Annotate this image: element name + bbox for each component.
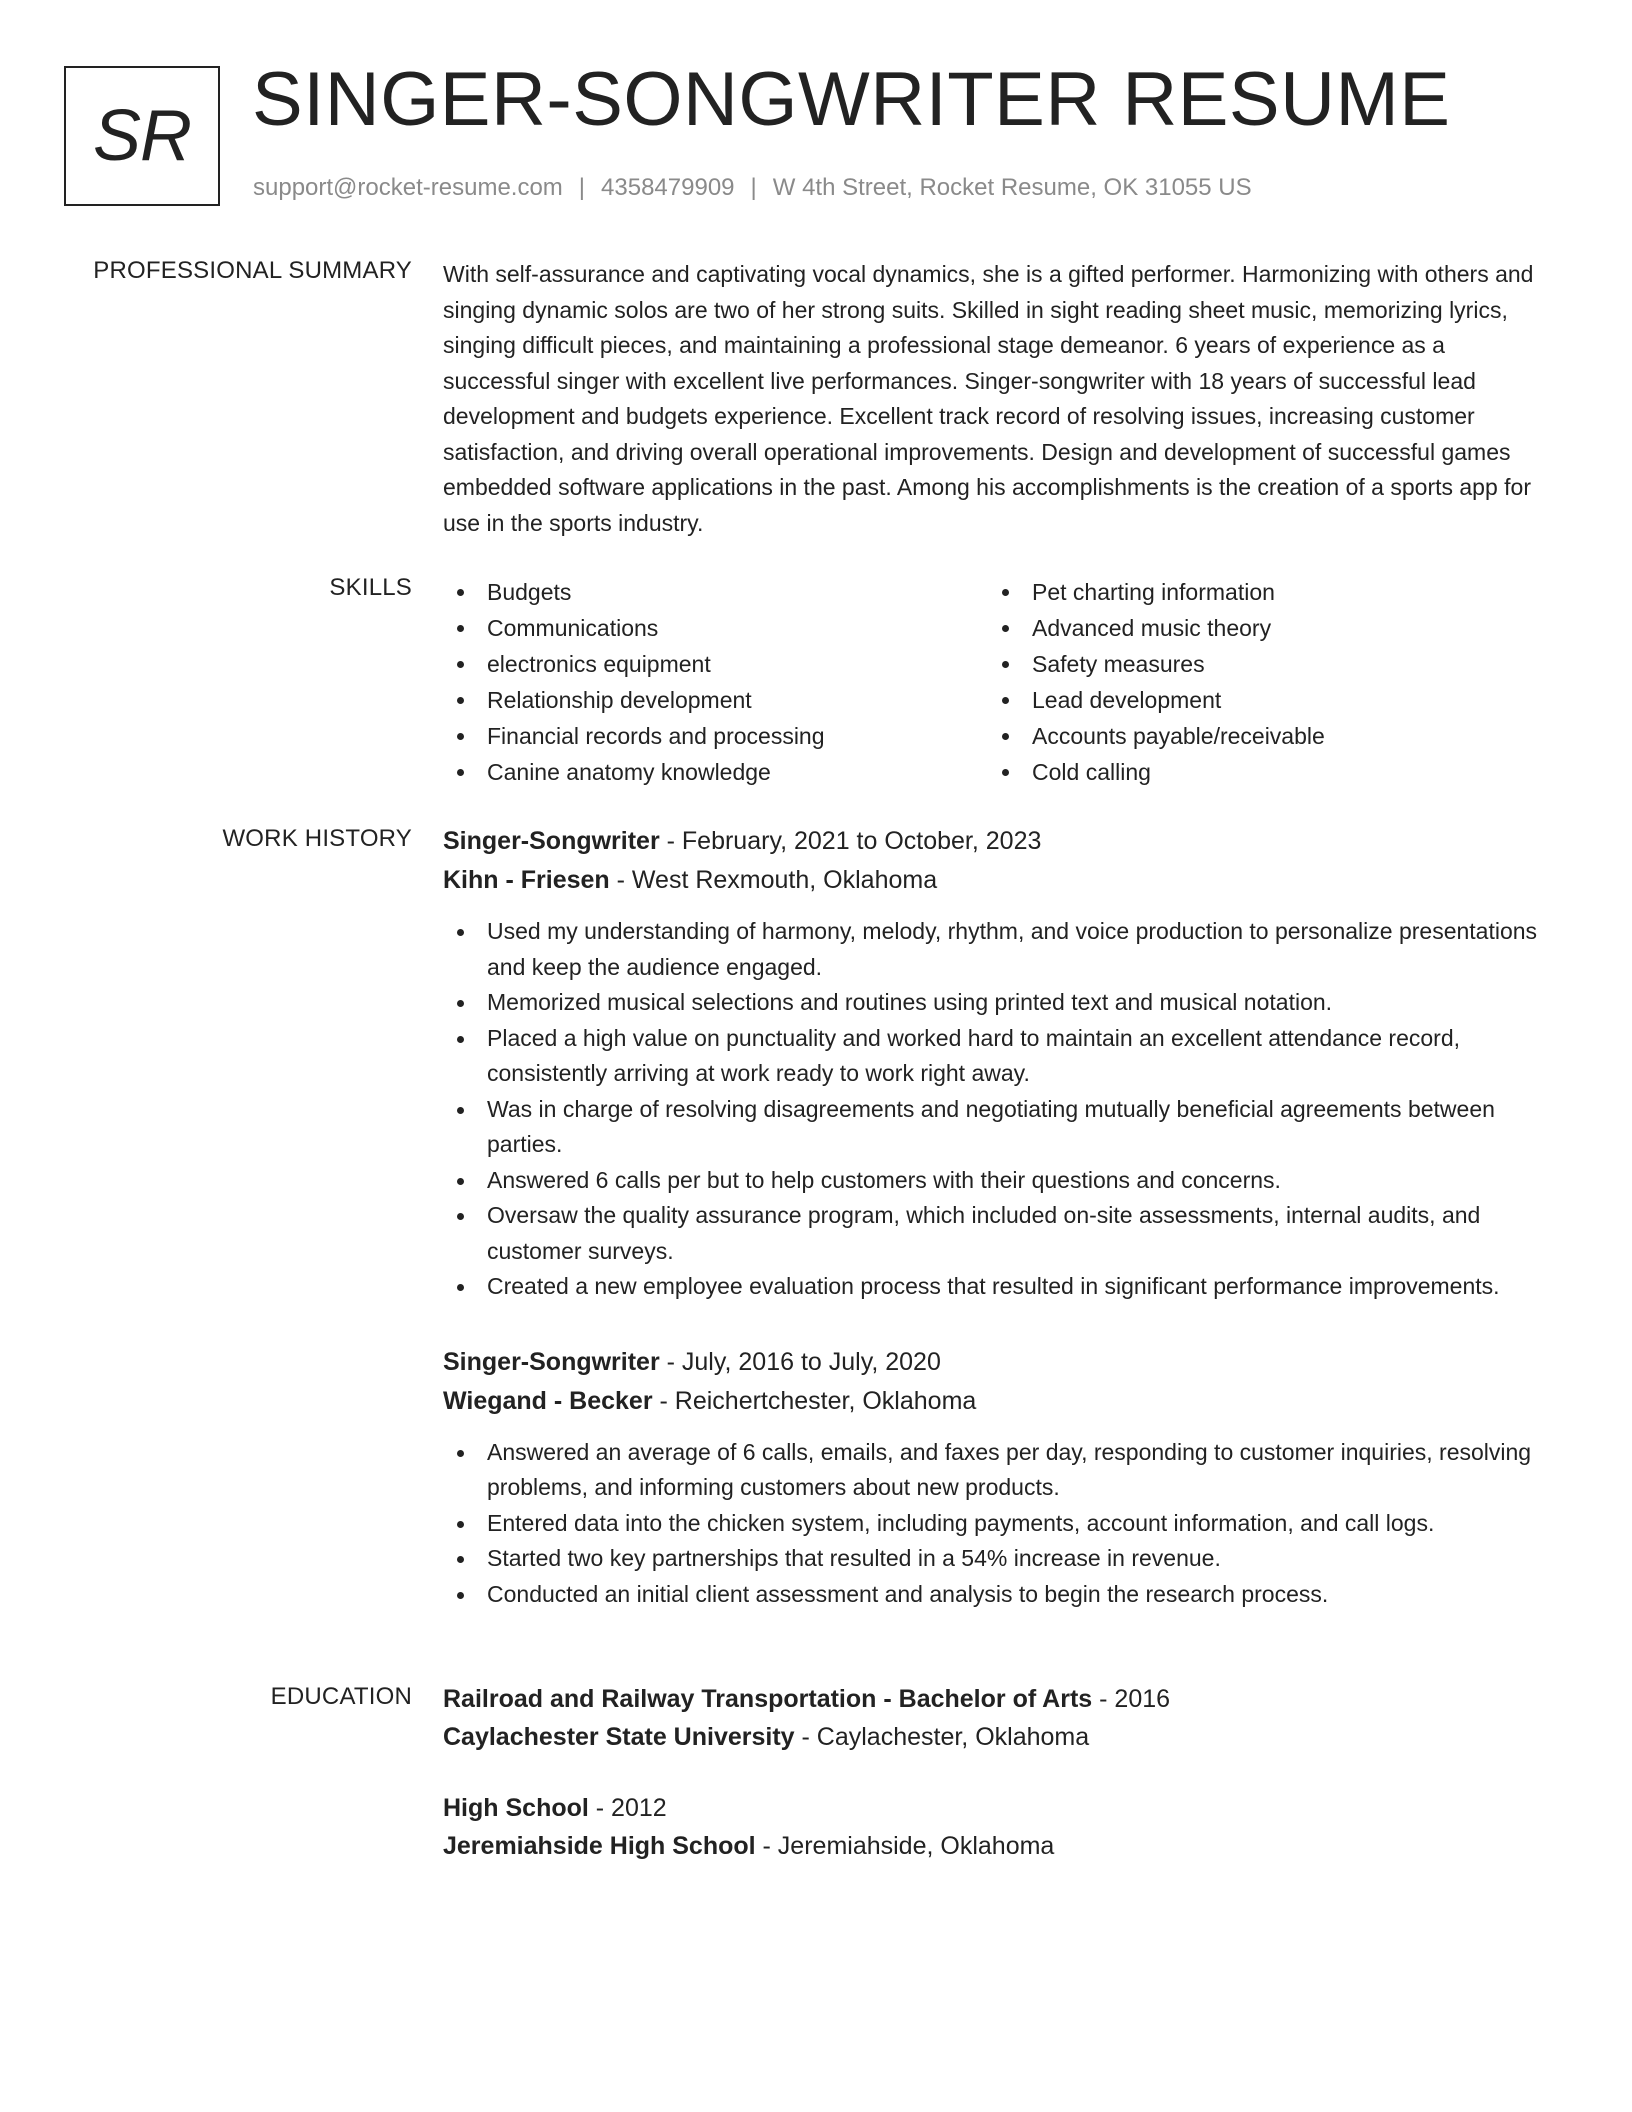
job-bullets (443, 1435, 1558, 1613)
education-degree: High School (443, 1794, 589, 1822)
education-school-line (443, 1827, 1558, 1865)
skill-item: Budgets (443, 574, 988, 610)
job-entry (443, 822, 1558, 1305)
job-bullet: Memorized musical selections and routines using printed text and musical notation. (443, 985, 1558, 1021)
contact-address: W 4th Street, Rocket Resume, OK 31055 US (772, 174, 1252, 201)
job-bullet: Created a new employee evaluation process that resulted in significant performance improvements. (443, 1269, 1558, 1305)
skills-heading: SKILLS (329, 574, 412, 601)
job-company-line (443, 1382, 1558, 1421)
job-company: Kihn - Friesen (443, 866, 610, 894)
skill-item: Pet charting information (988, 574, 1533, 610)
job-bullets (443, 914, 1558, 1305)
skills-grid (443, 574, 1558, 790)
job-title: Singer-Songwriter (443, 827, 660, 855)
skill-item: Communications (443, 610, 988, 646)
education-body (443, 1680, 1558, 1865)
education-heading: EDUCATION (270, 1683, 412, 1710)
job-bullet: Entered data into the chicken system, including payments, account information, and call logs. (443, 1506, 1558, 1542)
skill-item: Relationship development (443, 682, 988, 718)
education-year: - 2012 (588, 1794, 667, 1822)
job-entry (443, 1343, 1558, 1613)
contact-separator: | (578, 174, 586, 201)
job-bullet: Was in charge of resolving disagreements and negotiating mutually beneficial agreements between parties. (443, 1092, 1558, 1163)
skills-list-left (443, 574, 988, 790)
skill-item: Financial records and processing (443, 718, 988, 754)
education-school: Jeremiahside High School (443, 1832, 756, 1860)
skill-item: Accounts payable/receivable (988, 718, 1533, 754)
job-company: Wiegand - Becker (443, 1386, 653, 1415)
job-company-line (443, 861, 1558, 900)
skills-list-right (988, 574, 1533, 790)
job-dates: - February, 2021 to October, 2023 (659, 827, 1042, 855)
contact-separator: | (750, 174, 757, 201)
job-title-line (443, 822, 1558, 861)
job-bullet: Started two key partnerships that resulted in a 54% increase in revenue. (443, 1541, 1558, 1577)
job-location: - Reichertchester, Oklahoma (652, 1386, 977, 1415)
job-bullet: Oversaw the quality assurance program, which included on-site assessments, internal audits, and customer surveys. (443, 1198, 1558, 1269)
job-bullet: Placed a high value on punctuality and worked hard to maintain an excellent attendance record, consistently arriving at work ready to work right away. (443, 1021, 1558, 1092)
skill-item: Cold calling (988, 754, 1533, 790)
skill-item: Safety measures (988, 646, 1533, 682)
education-degree-line (443, 1680, 1558, 1718)
summary-text: With self-assurance and captivating vocal dynamics, she is a gifted performer. Harmonizing with others and singing dynamic solos are two of her strong suits. Skilled in sight reading sheet music, memorizing lyrics, singing difficult pieces, and maintaining a professional stage demeanor. 6 years of experience as a successful singer with excellent live performances. Singer-songwriter with 18 years of successful lead development and budgets experience. Excellent track record of resolving issues, increasing customer satisfaction, and driving overall operational improvements. Design and development of successful games embedded software applications in the past. Among his accomplishments is the creation of a sports app for use in the sports industry. (443, 261, 1534, 536)
education-degree-line (443, 1789, 1558, 1827)
monogram-box (64, 66, 220, 206)
education-degree: Railroad and Railway Transportation - Bachelor of Arts (443, 1685, 1093, 1713)
job-title: Singer-Songwriter (443, 1347, 660, 1376)
summary-heading: PROFESSIONAL SUMMARY (93, 257, 412, 284)
job-bullet: Answered 6 calls per but to help customers with their questions and concerns. (443, 1163, 1558, 1199)
skill-item: Advanced music theory (988, 610, 1533, 646)
contact-line (253, 174, 1252, 202)
job-bullet: Answered an average of 6 calls, emails, and faxes per day, responding to customer inquiries, resolving problems, and informing customers about new products. (443, 1435, 1558, 1506)
education-year: - 2016 (1092, 1685, 1171, 1713)
job-title-line (443, 1343, 1558, 1382)
skill-item: Lead development (988, 682, 1533, 718)
resume-title: SINGER-SONGWRITER RESUME (252, 57, 1451, 142)
contact-email[interactable]: support@rocket-resume.com (253, 174, 563, 201)
job-dates: - July, 2016 to July, 2020 (659, 1347, 941, 1376)
summary-body (443, 257, 1558, 541)
skill-item: Canine anatomy knowledge (443, 754, 988, 790)
education-entry (443, 1680, 1558, 1756)
monogram-initials: SR (92, 96, 192, 176)
work-heading: WORK HISTORY (222, 825, 412, 852)
job-location: - West Rexmouth, Oklahoma (609, 866, 938, 894)
job-bullet: Used my understanding of harmony, melody, rhythm, and voice production to personalize presentations and keep the audience engaged. (443, 914, 1558, 985)
skill-item: electronics equipment (443, 646, 988, 682)
contact-phone[interactable]: 4358479909 (601, 174, 735, 201)
skills-body (443, 574, 1558, 790)
education-school-line (443, 1718, 1558, 1756)
work-body (443, 822, 1558, 1612)
education-entry (443, 1789, 1558, 1865)
education-location: - Caylachester, Oklahoma (794, 1723, 1090, 1751)
education-location: - Jeremiahside, Oklahoma (755, 1832, 1055, 1860)
job-bullet: Conducted an initial client assessment and analysis to begin the research process. (443, 1577, 1558, 1613)
education-school: Caylachester State University (443, 1723, 795, 1751)
